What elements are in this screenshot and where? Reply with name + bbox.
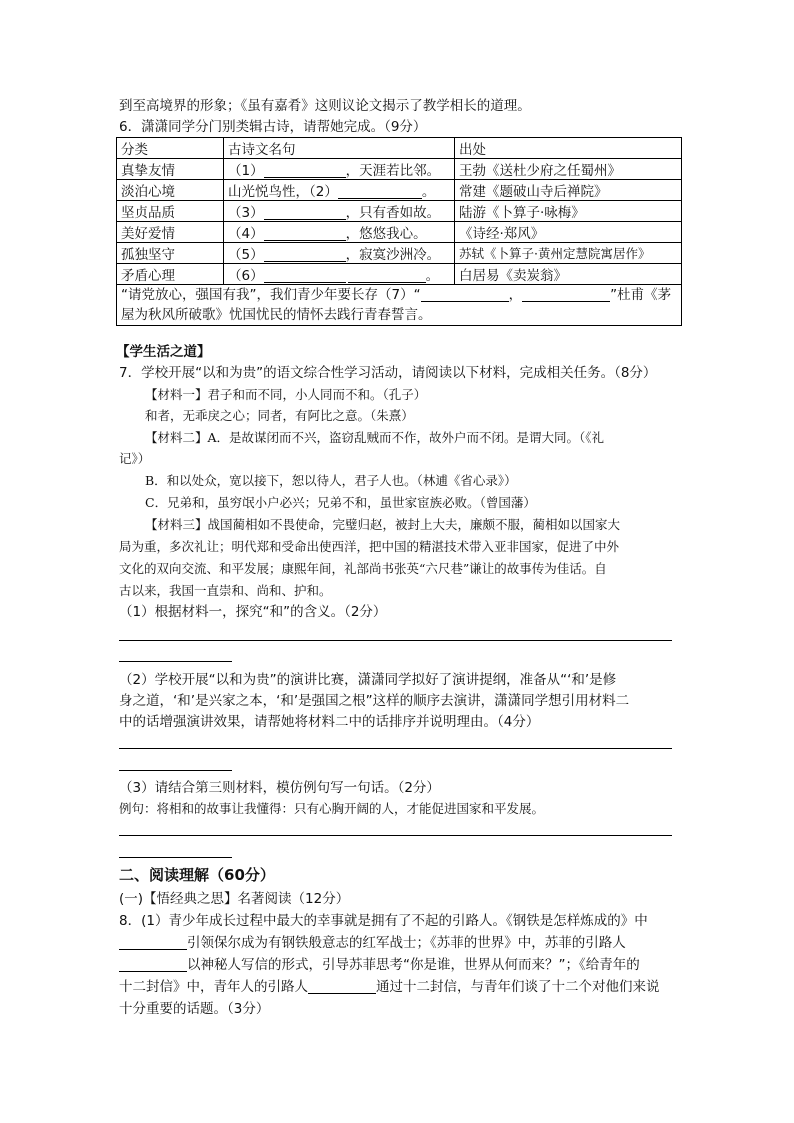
- row-verse: [224, 180, 455, 201]
- material-3-line-1: 【材料三】战国蔺相如不畏使命，完璧归赵，被封上大夫，廉颇不服，蔺相如以国家大: [145, 517, 621, 532]
- q8-text: 十二封信》中，青年人的引路人: [119, 979, 308, 995]
- answer-blank[interactable]: [264, 226, 346, 241]
- answer-line[interactable]: [119, 748, 672, 749]
- q7-sub-2-line-3: 中的话增强演讲效果，请帮她将材料二中的话排序并说明理由。（4分）: [119, 714, 540, 730]
- verse-prefix: （1）: [228, 163, 264, 179]
- table-row: [117, 222, 682, 243]
- verse-suffix: 。: [425, 268, 440, 284]
- material-2-line-2: 记》）: [119, 451, 151, 466]
- section-2-title: 二、阅读理解（60分）: [119, 866, 275, 884]
- question-6-title: 6．潇潇同学分门别类辑古诗，请帮她完成。（9分）: [119, 119, 427, 135]
- row-category: 真挚友情: [117, 159, 224, 180]
- q8-line-3: [119, 956, 640, 974]
- q8-line-1: 8．(1）青少年成长过程中最大的幸事就是拥有了不起的引路人。《钢铁是怎样炼成的》中: [119, 913, 648, 929]
- row-verse: [224, 264, 455, 285]
- verse-suffix: ，只有香如故。: [345, 205, 441, 221]
- sentence-part: ”杜甫《茅屋为秋风所破歌》忧国忧民的情怀去践行青春誓言。: [121, 287, 672, 323]
- row-verse: [224, 159, 455, 180]
- answer-blank[interactable]: [348, 268, 426, 283]
- row-source: 苏轼《卜算子·黄州定慧院寓居作》: [455, 243, 682, 264]
- answer-blank[interactable]: [264, 163, 346, 178]
- answer-blank[interactable]: [421, 287, 509, 302]
- q8-line-4: [119, 978, 660, 996]
- patriotic-sentence: [117, 285, 682, 326]
- q8-text: 引领保尔成为有钢铁般意志的红军战士；《苏菲的世界》中，苏菲的引路人: [187, 935, 626, 951]
- q8-line-5: 十分重要的话题。（3分）: [119, 1001, 270, 1017]
- answer-blank[interactable]: [119, 935, 187, 950]
- poem-table: [116, 137, 682, 326]
- header-verse: 古诗文名句: [224, 138, 455, 159]
- answer-line[interactable]: [119, 770, 232, 771]
- answer-line[interactable]: [119, 640, 672, 641]
- q7-sub-2-line-1: （2）学校开展“以和为贵”的演讲比赛，潇潇同学拟好了演讲提纲，准备从“‘和’是修: [119, 672, 617, 688]
- answer-line[interactable]: [119, 835, 672, 836]
- table-row: [117, 243, 682, 264]
- answer-blank[interactable]: [264, 205, 346, 220]
- row-category: 矛盾心理: [117, 264, 224, 285]
- table-row: [117, 201, 682, 222]
- row-source: 白居易《卖炭翁》: [455, 264, 682, 285]
- answer-blank[interactable]: [264, 268, 346, 283]
- header-category: 分类: [117, 138, 224, 159]
- table-header-row: [117, 138, 682, 159]
- material-1-line-2: 和者，无乖戾之心；同者，有阿比之意。（朱熹）: [145, 408, 414, 423]
- answer-line[interactable]: [119, 857, 232, 858]
- table-last-row: [117, 285, 682, 326]
- row-verse: [224, 222, 455, 243]
- material-2-line-1: 【材料二】A．是故谋闭而不兴，盗窃乱贼而不作，故外户而不闭。是谓大同。（《礼: [145, 430, 605, 445]
- verse-suffix: ，天涯若比邻。: [345, 163, 441, 179]
- material-3-line-2: 局为重，多次礼让；明代郑和受命出使西洋，把中国的精湛技术带入亚非国家，促进了中外: [119, 539, 620, 554]
- q8-line-2: [119, 934, 626, 952]
- table-row: [117, 180, 682, 201]
- material-2-c: C．兄弟和，虽穷氓小户必兴；兄弟不和，虽世家宦族必败。（曾国藩）: [145, 495, 536, 510]
- verse-prefix: 山光悦鸟性，（2）: [228, 184, 338, 200]
- row-category: 孤独坚守: [117, 243, 224, 264]
- verse-suffix: ，寂寞沙洲冷。: [345, 247, 441, 263]
- q8-text: 通过十二封信，与青年们谈了十二个对他们来说: [376, 979, 660, 995]
- sentence-part: ，: [508, 287, 523, 303]
- verse-prefix: （5）: [228, 247, 264, 263]
- row-verse: [224, 201, 455, 222]
- verse-prefix: （6）: [228, 268, 264, 284]
- answer-blank[interactable]: [264, 247, 346, 262]
- sentence-part: “请党放心，强国有我”，我们青少年要长存（7）“: [121, 287, 421, 303]
- section-2-subtitle: (一)【悟经典之思】名著阅读（12分）: [119, 891, 350, 907]
- answer-blank[interactable]: [308, 979, 376, 994]
- question-7-title: 7．学校开展“以和为贵”的语文综合性学习活动，请阅读以下材料，完成相关任务。（8分）: [119, 365, 657, 381]
- row-source: 陆游《卜算子·咏梅》: [455, 201, 682, 222]
- q7-sub-3: （3）请结合第三则材料，模仿例句写一句话。（2分）: [119, 780, 440, 796]
- q8-text: 以神秘人写信的形式，引导苏菲思考“你是谁，世界从何而来？”；《给青年的: [187, 957, 640, 973]
- intro-line: 到至高境界的形象；《虽有嘉肴》这则议论文揭示了教学相长的道理。: [119, 98, 531, 114]
- row-category: 美好爱情: [117, 222, 224, 243]
- header-source: 出处: [455, 138, 682, 159]
- section-student-life: 【学生活之道】: [116, 344, 211, 360]
- verse-suffix: 。: [421, 184, 436, 200]
- table-row: [117, 159, 682, 180]
- material-1-line-1: 【材料一】君子和而不同，小人同而不和。（孔子）: [145, 387, 427, 402]
- row-source: 王勃《送杜少府之任蜀州》: [455, 159, 682, 180]
- row-category: 淡泊心境: [117, 180, 224, 201]
- row-source: 常建《题破山寺后禅院》: [455, 180, 682, 201]
- material-3-line-3: 文化的双向交流、和平发展；康熙年间，礼部尚书张英“六尺巷”谦让的故事传为佳话。自: [119, 561, 607, 576]
- material-3-line-4: 古以来，我国一直崇和、尚和、护和。: [119, 583, 332, 598]
- answer-blank[interactable]: [522, 287, 610, 302]
- q7-sub-1: （1）根据材料一，探究“和”的含义。（2分）: [119, 604, 387, 620]
- row-category: 坚贞品质: [117, 201, 224, 222]
- row-verse: [224, 243, 455, 264]
- table-row: [117, 264, 682, 285]
- answer-blank[interactable]: [119, 957, 187, 972]
- row-source: 《诗经·郑风》: [455, 222, 682, 243]
- verse-suffix: ，悠悠我心。: [345, 226, 427, 242]
- example-sentence: 例句：将相和的故事让我懂得：只有心胸开阔的人，才能促进国家和平发展。: [119, 801, 545, 816]
- answer-blank[interactable]: [338, 184, 422, 199]
- verse-prefix: （3）: [228, 205, 264, 221]
- q7-sub-2-line-2: 身之道，‘和’是兴家之本，‘和’是强国之根”这样的顺序去演讲，潇潇同学想引用材料二: [119, 693, 630, 709]
- answer-line[interactable]: [119, 661, 232, 662]
- material-2-b: B．和以处众，宽以接下，恕以待人，君子人也。（林逋《省心录》）: [145, 473, 517, 488]
- verse-prefix: （4）: [228, 226, 264, 242]
